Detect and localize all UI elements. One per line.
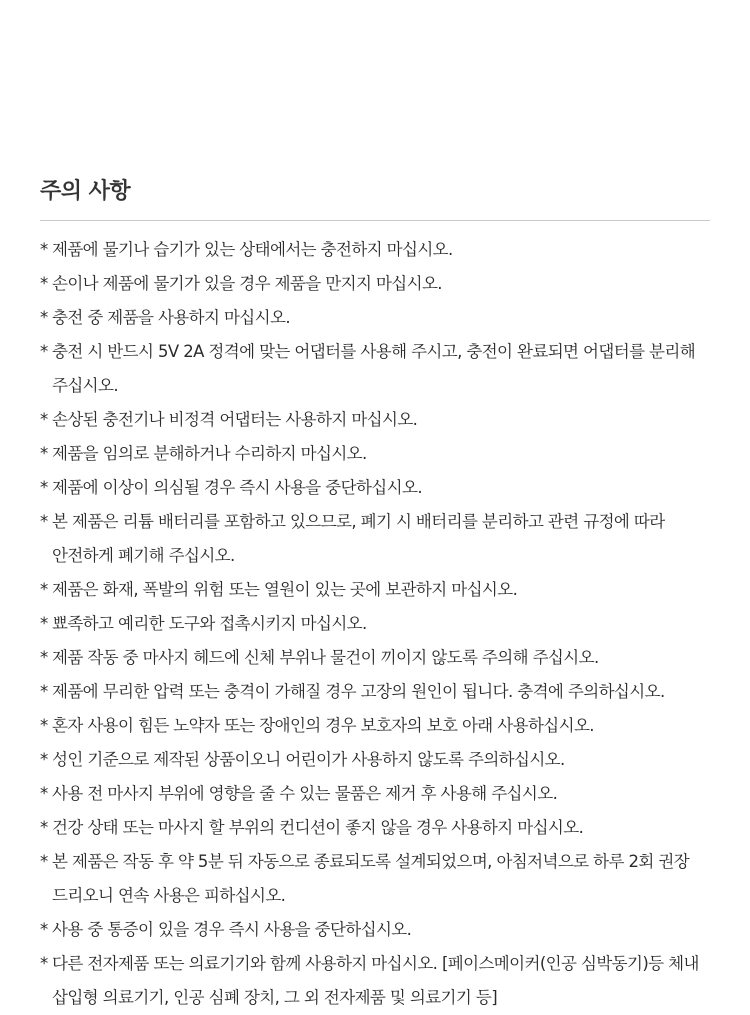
bullet-asterisk: * bbox=[40, 682, 48, 701]
bullet-asterisk: * bbox=[40, 444, 48, 463]
list-item-text: 사용 중 통증이 있을 경우 즉시 사용을 중단하십시오. bbox=[52, 920, 412, 939]
bullet-asterisk: * bbox=[40, 954, 48, 973]
section-title: 주의 사항 bbox=[40, 179, 131, 204]
bullet-asterisk: * bbox=[40, 512, 48, 531]
bullet-asterisk: * bbox=[40, 818, 48, 837]
list-item-text: 다른 전자제품 또는 의료기기와 함께 사용하지 마십시오. [페이스메이커(인공 심박동기)등 체내 삽입형 의료기기, 인공 심폐 장치, 그 외 전자제품 및 의료기기 등] bbox=[52, 954, 699, 1007]
list-item bbox=[40, 811, 710, 845]
bullet-asterisk: * bbox=[40, 920, 48, 939]
list-item-text: 손이나 제품에 물기가 있을 경우 제품을 만지지 마십시오. bbox=[52, 274, 442, 293]
list-item-text: 본 제품은 리튬 배터리를 포함하고 있으므로, 폐기 시 배터리를 분리하고 관련 규정에 따라 안전하게 폐기해 주십시오. bbox=[52, 512, 665, 565]
bullet-asterisk: * bbox=[40, 478, 48, 497]
list-item bbox=[40, 335, 710, 403]
list-item-text: 제품은 화재, 폭발의 위험 또는 열원이 있는 곳에 보관하지 마십시오. bbox=[52, 580, 518, 599]
list-item bbox=[40, 845, 710, 913]
list-item-text: 사용 전 마사지 부위에 영향을 줄 수 있는 물품은 제거 후 사용해 주십시오. bbox=[52, 784, 558, 803]
bullet-asterisk: * bbox=[40, 580, 48, 599]
list-item bbox=[40, 267, 710, 301]
list-item-text: 성인 기준으로 제작된 상품이오니 어린이가 사용하지 않도록 주의하십시오. bbox=[52, 750, 565, 769]
list-item bbox=[40, 437, 710, 471]
list-item bbox=[40, 471, 710, 505]
list-item-text: 충전 중 제품을 사용하지 마십시오. bbox=[52, 308, 290, 327]
bullet-asterisk: * bbox=[40, 308, 48, 327]
list-item bbox=[40, 233, 710, 267]
list-item-text: 제품에 물기나 습기가 있는 상태에서는 충전하지 마십시오. bbox=[52, 240, 453, 259]
list-item bbox=[40, 301, 710, 335]
list-item bbox=[40, 641, 710, 675]
bullet-asterisk: * bbox=[40, 852, 48, 871]
list-item-text: 본 제품은 작동 후 약 5분 뒤 자동으로 종료되도록 설계되었으며, 아침저녁으로 하루 2회 권장 드리오니 연속 사용은 피하십시오. bbox=[52, 852, 690, 905]
list-item bbox=[40, 913, 710, 947]
list-item bbox=[40, 607, 710, 641]
bullet-asterisk: * bbox=[40, 410, 48, 429]
list-item bbox=[40, 709, 710, 743]
list-item-text: 제품에 이상이 의심될 경우 즉시 사용을 중단하십시오. bbox=[52, 478, 422, 497]
list-item bbox=[40, 505, 710, 573]
list-item bbox=[40, 403, 710, 437]
list-item-text: 뾰족하고 예리한 도구와 접촉시키지 마십시오. bbox=[52, 614, 367, 633]
bullet-asterisk: * bbox=[40, 342, 48, 361]
bullet-asterisk: * bbox=[40, 716, 48, 735]
precautions-list bbox=[40, 233, 710, 1015]
list-item bbox=[40, 947, 710, 1015]
title-divider bbox=[40, 220, 710, 221]
list-item-text: 손상된 충전기나 비정격 어댑터는 사용하지 마십시오. bbox=[52, 410, 418, 429]
list-item-text: 건강 상태 또는 마사지 할 부위의 컨디션이 좋지 않을 경우 사용하지 마십시오. bbox=[52, 818, 584, 837]
bullet-asterisk: * bbox=[40, 648, 48, 667]
list-item-text: 제품을 임의로 분해하거나 수리하지 마십시오. bbox=[52, 444, 367, 463]
list-item bbox=[40, 573, 710, 607]
bullet-asterisk: * bbox=[40, 614, 48, 633]
bullet-asterisk: * bbox=[40, 784, 48, 803]
list-item-text: 혼자 사용이 힘든 노약자 또는 장애인의 경우 보호자의 보호 아래 사용하십시오. bbox=[52, 716, 594, 735]
list-item bbox=[40, 743, 710, 777]
list-item bbox=[40, 675, 710, 709]
list-item bbox=[40, 777, 710, 811]
precautions-section bbox=[40, 172, 710, 1015]
bullet-asterisk: * bbox=[40, 750, 48, 769]
list-item-text: 충전 시 반드시 5V 2A 정격에 맞는 어댑터를 사용해 주시고, 충전이 완료되면 어댑터를 분리해 주십시오. bbox=[52, 342, 696, 395]
bullet-asterisk: * bbox=[40, 240, 48, 259]
list-item-text: 제품에 무리한 압력 또는 충격이 가해질 경우 고장의 원인이 됩니다. 충격에 주의하십시오. bbox=[52, 682, 665, 701]
list-item-text: 제품 작동 중 마사지 헤드에 신체 부위나 물건이 끼이지 않도록 주의해 주십시오. bbox=[52, 648, 599, 667]
bullet-asterisk: * bbox=[40, 274, 48, 293]
